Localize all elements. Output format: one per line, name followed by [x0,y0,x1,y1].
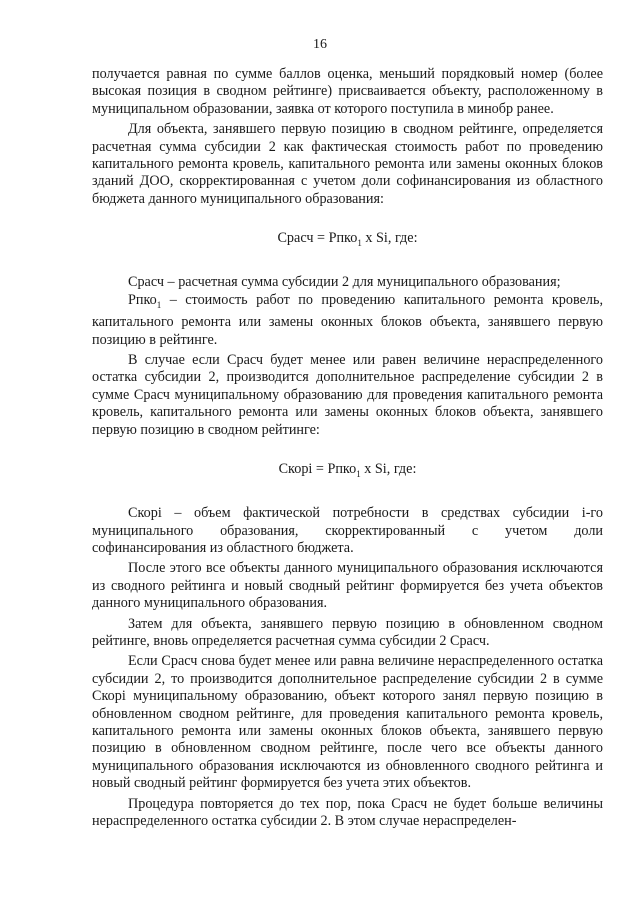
definition-srasch: Срасч – расчетная сумма субсидии 2 для муниципального образования; [128,274,561,291]
paragraph-skori-definition: Скорi – объем фактической потребности в средствах субсидии i-го муниципального образования, скорректированный с учетом доли софинансирования из областного бюджета. [92,505,603,557]
paragraph-repeat-distribution: Если Срасч снова будет менее или равна величине нераспределенного остатка субсидии 2, то производится дополнительное распределение субсидии 2 в сумме Скорi муниципальному образованию, объект которого занял первую позицию в обновленном сводном рейтинге, для проведения капитального ремонта кровель, капитального ремонта или замены оконных блоков объекта, занявшего первую позицию в обновленном сводном рейтинге, после чего все объекты данного муниципального образования исключаются из обновленного сводного рейтинга и новый сводный рейтинг формируется без учета этих объектов. [92,653,603,792]
page-number: 16 [313,37,327,52]
formula-srasch: Срасч = Рпко$_1$ х Si, где: [277,230,418,249]
document-body [92,66,603,834]
paragraph-continuation: получается равная по сумме баллов оценка, меньший порядковый номер (более высокая позиция в сводном рейтинге) присваивается объекту, расположенному в муниципальном образовании, заявка от которого поступила в минобр ранее. [92,66,603,117]
paragraph-calc-definition: Для объекта, занявшего первую позицию в сводном рейтинге, определяется расчетная сумма субсидии 2 как фактическая стоимость работ по проведению капитального ремонта кровель, капитального ремонта или замены оконных блоков зданий ДОО, скорректированная с учетом доли софинансирования из областного бюджета данного муниципального образования: [92,121,603,207]
paragraph-case: В случае если Срасч будет менее или равен величине нераспределенного остатка субсидии 2, производится дополнительное распределение субсидии 2 в сумме Срасч муниципальному образованию для проведения капитального ремонта кровель, капитального ремонта или замены оконных блоков объекта, занявшего первую позицию в сводном рейтинге: [92,351,603,438]
formula-skori: Скорi = Рпко$_1$ х Si, где: [278,460,417,479]
paragraph-updated-rating: Затем для объекта, занявшего первую позицию в обновленном сводном рейтинге, вновь определяется расчетная сумма субсидии 2 Срасч. [92,615,603,650]
definition-rpko: Рпко$_1$ – стоимость работ по проведению капитального ремонта кровель, капитального ремонта или замены оконных блоков объекта, занявшего первую позицию в рейтинге. [92,291,603,348]
paragraph-procedure: Процедура повторяется до тех пор, пока Срасч не будет больше величины нераспределенного остатка субсидии 2. В этом случае нераспределен- [92,795,603,830]
paragraph-exclusion: После этого все объекты данного муниципального образования исключаются из сводного рейтинга и новый сводный рейтинг формируется без учета объектов данного муниципального образования. [92,560,603,612]
